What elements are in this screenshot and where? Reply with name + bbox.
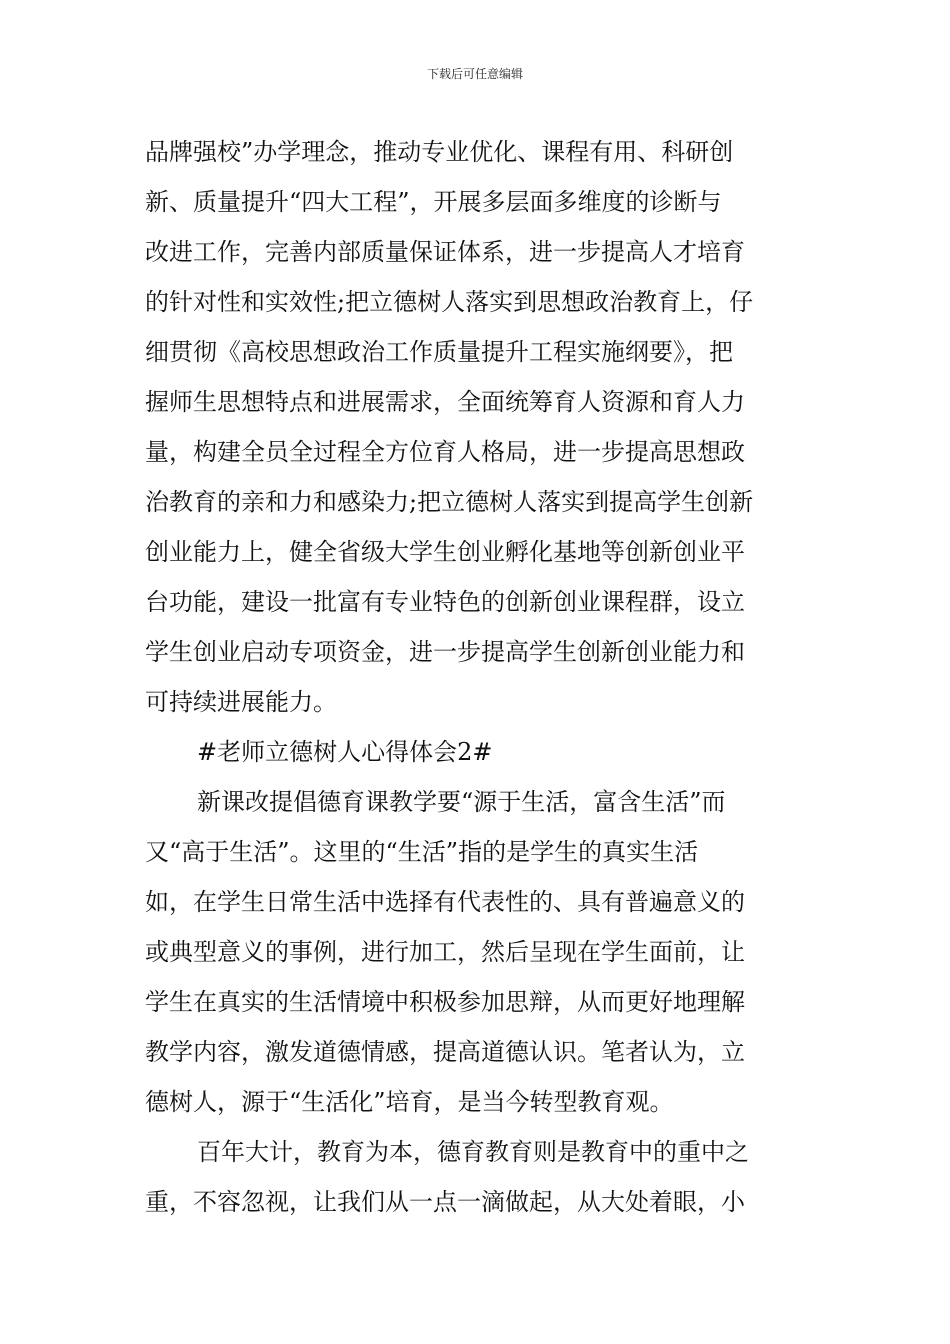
text-line: 可持续进展能力。 bbox=[145, 688, 337, 716]
text-line: 的针对性和实效性;把立德树人落实到思想政治教育上，仔 bbox=[145, 288, 754, 316]
text-line: 重，不容忽视，让我们从一点一滴做起，从大处着眼，小 bbox=[145, 1188, 745, 1216]
text-line: 治教育的亲和力和感染力;把立德树人落实到提高学生创新 bbox=[145, 488, 754, 516]
text-line: 新课改提倡德育课教学要“源于生活，富含生活”而 bbox=[197, 788, 726, 816]
text-line: 又“高于生活”。这里的“生活”指的是学生的真实生活 bbox=[145, 838, 699, 866]
text-line: 改进工作，完善内部质量保证体系，进一步提高人才培育 bbox=[145, 238, 745, 266]
text-line: 学生创业启动专项资金，进一步提高学生创新创业能力和 bbox=[145, 638, 745, 666]
text-line: 量，构建全员全过程全方位育人格局，进一步提高思想政 bbox=[145, 438, 745, 466]
text-line: 细贯彻《高校思想政治工作质量提升工程实施纲要》，把 bbox=[145, 338, 733, 366]
text-line: 德树人，源于“生活化”培育，是当今转型教育观。 bbox=[145, 1088, 674, 1116]
section-heading: #老师立德树人心得体会2# bbox=[197, 738, 493, 766]
page-header: 下载后可任意编辑 bbox=[426, 67, 523, 81]
text-line: 创业能力上，健全省级大学生创业孵化基地等创新创业平 bbox=[145, 538, 745, 566]
text-line: 如，在学生日常生活中选择有代表性的、具有普遍意义的 bbox=[145, 888, 745, 916]
text-line: 或典型意义的事例，进行加工，然后呈现在学生面前，让 bbox=[145, 938, 745, 966]
document-body bbox=[145, 127, 805, 1227]
text-line: 握师生思想特点和进展需求，全面统筹育人资源和育人力 bbox=[145, 388, 745, 416]
text-line: 台功能，建设一批富有专业特色的创新创业课程群，设立 bbox=[145, 588, 745, 616]
text-line: 百年大计，教育为本，德育教育则是教育中的重中之 bbox=[197, 1138, 749, 1166]
text-line: 学生在真实的生活情境中积极参加思辩，从而更好地理解 bbox=[145, 988, 745, 1016]
text-line: 新、质量提升“四大工程”，开展多层面多维度的诊断与 bbox=[145, 188, 722, 216]
text-line: 教学内容，激发道德情感，提高道德认识。笔者认为，立 bbox=[145, 1038, 745, 1066]
text-line: 品牌强校”办学理念，推动专业优化、课程有用、科研创 bbox=[145, 138, 734, 166]
